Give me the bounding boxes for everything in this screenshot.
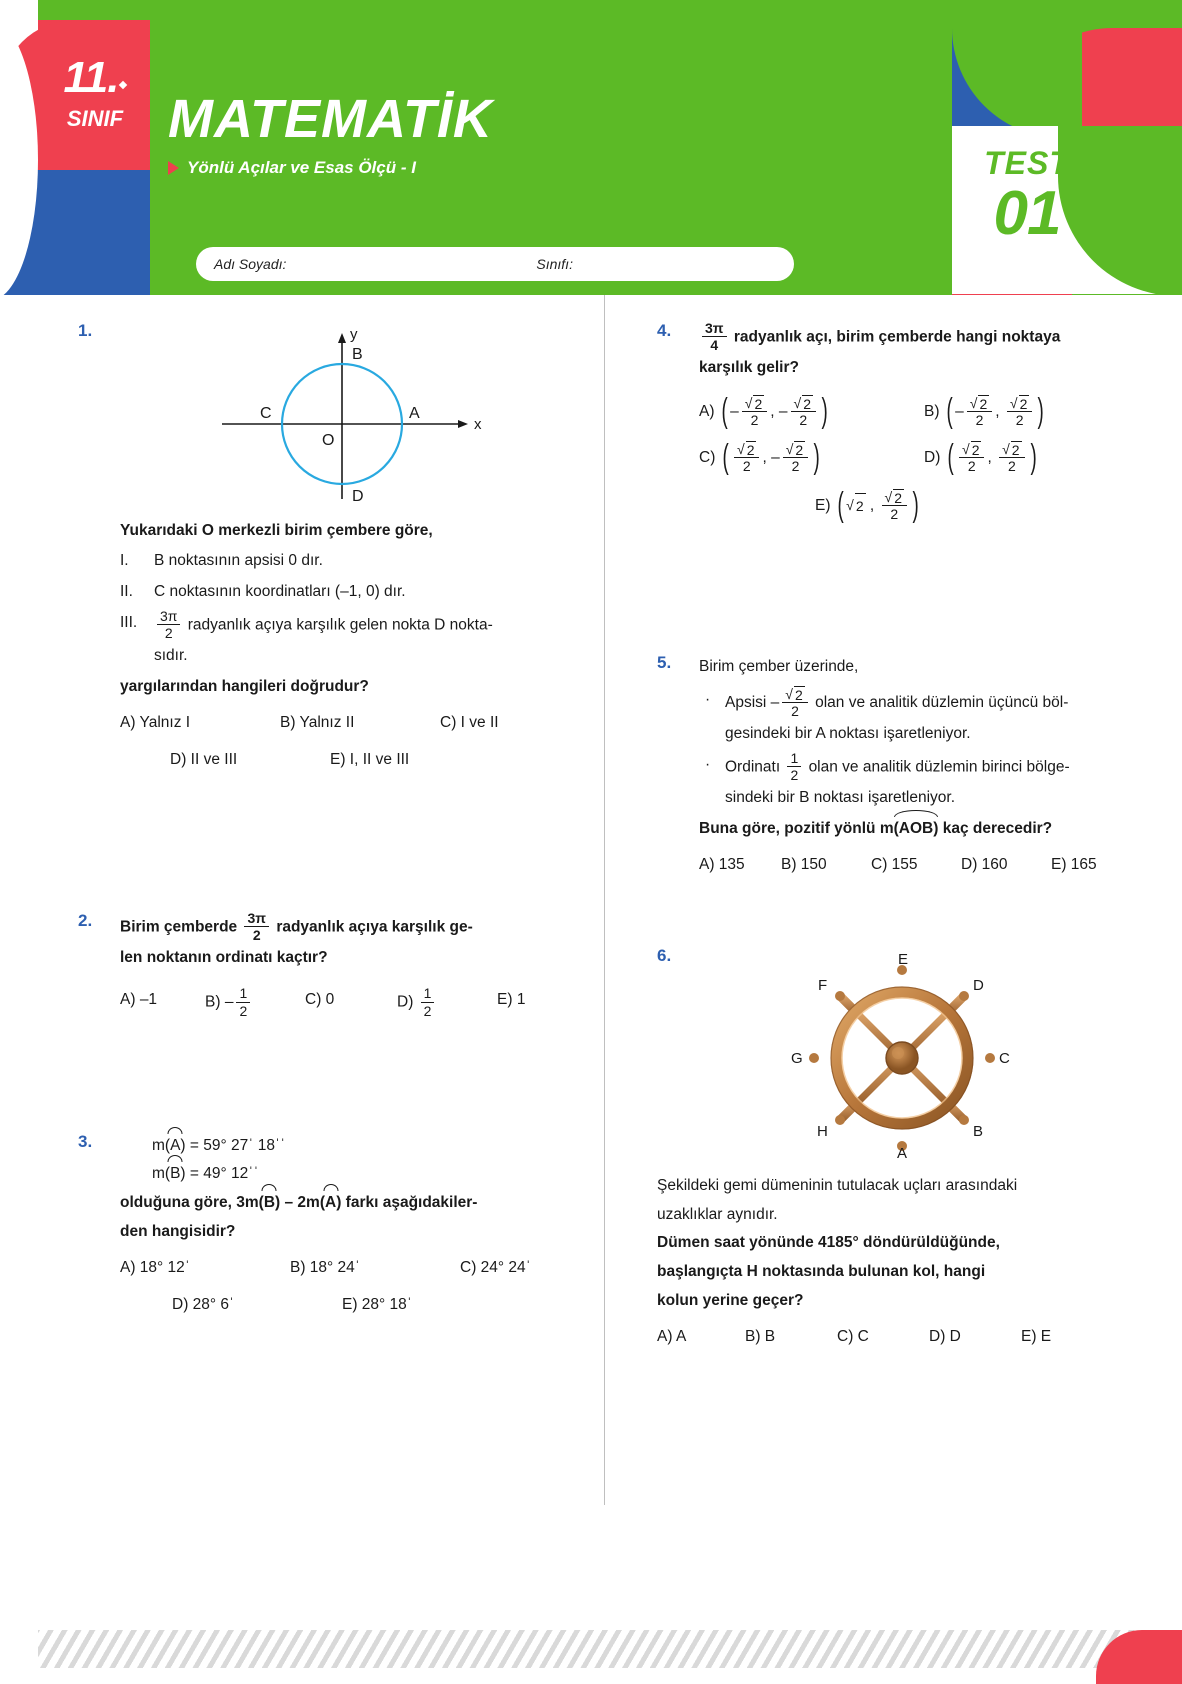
topic-title: Yönlü Açılar ve Esas Ölçü - I [187, 158, 416, 177]
arc-icon [894, 810, 938, 817]
question-6-body [657, 946, 1104, 1352]
question-4-options-row-3 [699, 486, 1104, 525]
question-3-body [120, 1132, 578, 1320]
wheel-label-A: A [896, 1145, 907, 1162]
question-5-body [699, 653, 1104, 880]
frac-root2-over-2 [967, 394, 992, 428]
question-5-bullets [699, 686, 1104, 813]
question-6-number: 6. [657, 946, 672, 966]
q6-prompt-line1: Dümen saat yönünde 4185° döndürüldüğünde, [657, 1234, 1000, 1252]
q3-line2-prefix: m( [152, 1165, 171, 1183]
frac-root2-over-2 [1007, 394, 1032, 428]
question-1-prompt: yargılarından hangileri doğrudur? [120, 677, 369, 695]
option-1d[interactable]: D) II ve III [170, 750, 238, 768]
q6-prompt-line2: başlangıçta H noktasında bulunan kol, hangi [657, 1262, 986, 1280]
unit-circle-figure [120, 321, 578, 517]
question-3-given-1 [120, 1132, 578, 1161]
student-info-bar[interactable] [196, 247, 794, 281]
question-3-options-row-1 [120, 1254, 578, 1283]
frac-root2-over-2 [791, 394, 816, 428]
option-4c[interactable]: C) ( $\frac{√ 2}{2}$ , – $\frac{√ 2}{2}$ ) [699, 438, 820, 477]
bullet-2-before: Ordinatı [725, 758, 781, 776]
fraction-denominator: 2 [1015, 411, 1024, 428]
paren-close-icon: ) [821, 391, 828, 430]
bullet-item-1 [699, 686, 1104, 749]
question-3-number: 3. [78, 1131, 93, 1151]
angle-a-notation-2 [325, 1189, 336, 1218]
fraction-numerator: 3π [157, 608, 180, 625]
unit-circle-svg [204, 321, 494, 506]
frac-root2-over-2 [999, 440, 1024, 474]
option-2d-label: D) [397, 994, 414, 1012]
question-4-body [699, 321, 1104, 523]
option-4b-x-sign: – [955, 403, 964, 421]
question-2-text [120, 911, 578, 973]
fraction-numerator: 3π [702, 320, 727, 337]
bullet-1-after: olan ve analitik düzlemin üçüncü böl- [815, 694, 1069, 712]
question-2-options [120, 986, 578, 1019]
question-3-options-row-2 [120, 1291, 578, 1320]
option-4a-x-sign: – [730, 403, 739, 421]
wheel-label-C: C [998, 1050, 1010, 1068]
fraction-numerator: 1 [421, 985, 435, 1002]
radicand: 2 [1011, 442, 1020, 459]
fraction-denominator: 2 [164, 624, 173, 641]
fraction-denominator: 2 [975, 411, 984, 428]
paren-close-icon: ) [1037, 391, 1045, 430]
question-5 [657, 653, 1104, 880]
q5-prompt-p1: Buna göre, pozitif yönlü m( [699, 819, 899, 837]
q3-line1-prefix: m( [152, 1136, 171, 1154]
option-4e-label: E) [815, 497, 831, 515]
paren-open-icon: ( [721, 391, 728, 430]
question-5-number: 5. [657, 653, 672, 673]
arc-icon [168, 1127, 183, 1134]
fraction-1-over-2-d [421, 985, 435, 1018]
q3-prompt-line2: den hangisidir? [120, 1222, 236, 1240]
bullet-2-after: olan ve analitik düzlemin birinci bölge- [808, 758, 1070, 776]
bullet-2-line2: sindeki bir B noktası işaretleniyor. [725, 789, 956, 807]
grade-number [40, 53, 150, 102]
wheel-label-B: B [972, 1123, 983, 1141]
option-5a[interactable]: A) 135 [699, 856, 745, 874]
option-4e[interactable]: E) ( √ 2 , $\frac{√ 2}{2}$ ) [815, 486, 919, 525]
bullet-1-before: Apsisi [725, 694, 767, 712]
bullet-dot-icon: · [705, 755, 711, 773]
question-4-options-row-1 [699, 391, 1104, 430]
footer-stripe-pattern [38, 1630, 1182, 1668]
option-2b-label: B) [205, 994, 221, 1012]
fraction-3pi-over-2 [157, 608, 180, 641]
roman-text-2: C noktasının koordinatları (–1, 0) dır. [154, 583, 406, 601]
option-1a[interactable]: A) Yalnız I [120, 714, 191, 732]
fraction-numerator: 3π [244, 910, 269, 927]
question-2 [78, 911, 578, 1020]
option-6c[interactable]: C) C [837, 1328, 869, 1346]
option-3b[interactable]: B) 18° 24ˈ [290, 1259, 360, 1277]
angle-b-notation [170, 1160, 180, 1189]
angle-aob-notation [899, 815, 933, 844]
q6-caption-line2: uzaklıklar aynıdır. [657, 1205, 778, 1223]
fraction-numerator: √ 2 [882, 488, 907, 506]
question-2-text-line2: len noktanın ordinatı kaçtır? [120, 948, 328, 966]
option-5d[interactable]: D) 160 [961, 856, 1008, 874]
fraction-numerator: √ 2 [967, 394, 992, 412]
fraction-denominator: 2 [239, 1002, 248, 1019]
option-5c[interactable]: C) 155 [871, 856, 918, 874]
option-6e[interactable]: E) E [1021, 1328, 1052, 1346]
fraction-numerator: √ 2 [734, 440, 759, 458]
option-1b[interactable]: B) Yalnız II [280, 714, 355, 732]
fraction-denominator: 2 [790, 767, 799, 784]
option-1e[interactable]: E) I, II ve III [330, 750, 410, 768]
sqrt-2-standalone: √ 2 [846, 497, 865, 513]
question-4-text-line2: karşılık gelir? [699, 359, 799, 377]
radicand: 2 [746, 442, 755, 459]
frac-root2-over-2-q5 [782, 685, 807, 719]
arc-icon [323, 1184, 338, 1191]
q6-caption-line1: Şekildeki gemi dümeninin tutulacak uçları arasındaki [657, 1176, 1018, 1194]
option-2a[interactable] [120, 986, 205, 1019]
roman-label-3: III. [120, 613, 138, 631]
fraction-numerator: √ 2 [1007, 394, 1032, 412]
fraction-denominator: 2 [1007, 458, 1016, 475]
svg-text:A: A [409, 405, 420, 422]
bullet-text-2 [725, 751, 1104, 813]
svg-text:C: C [260, 405, 272, 422]
wheel-label-D: D [972, 977, 984, 995]
radicand: 2 [1019, 395, 1028, 412]
question-6-options [657, 1323, 1104, 1352]
q3-line1-suffix: ) = 59° 27ˈ 18ˈˈ [180, 1136, 286, 1154]
right-column [604, 295, 1104, 1505]
left-column [78, 295, 578, 1505]
radicand: 2 [803, 395, 811, 412]
question-6 [657, 946, 1104, 1352]
radicand: 2 [855, 493, 866, 520]
question-1 [78, 321, 578, 775]
question-1-roman-list [120, 547, 578, 670]
option-2a-label: A) [120, 991, 136, 1009]
paren-open-icon: ( [946, 391, 953, 430]
question-1-number: 1. [78, 321, 93, 340]
option-4c-label: C) [699, 449, 716, 467]
option-6b[interactable]: B) B [745, 1328, 776, 1346]
fraction-denominator: 2 [252, 926, 261, 943]
fraction-numerator: √ 2 [782, 685, 807, 703]
paren-close-icon: ) [813, 438, 820, 477]
question-2-text-after: radyanlık açıya karşılık ge- [276, 918, 473, 936]
page-header [0, 0, 1182, 295]
option-2e[interactable] [497, 986, 525, 1019]
class-field-label: Sınıfı: [536, 256, 573, 272]
roman-label-1: I. [120, 552, 129, 570]
svg-text:y: y [350, 326, 358, 343]
wheel-label-G: G [790, 1050, 803, 1068]
question-1-options-row-1 [120, 709, 578, 738]
option-4d-label: D) [924, 449, 941, 467]
arc-icon [262, 1184, 277, 1191]
svg-text:B: B [352, 346, 363, 363]
question-3-prompt [120, 1189, 578, 1246]
svg-text:D: D [352, 488, 364, 505]
fraction-3pi-over-4 [702, 320, 727, 353]
question-5-stem: Birim çember üzerinde, [699, 658, 859, 676]
question-4 [657, 321, 1104, 523]
option-3a[interactable]: A) 18° 12ˈ [120, 1259, 190, 1277]
option-2c-value: 0 [325, 991, 335, 1009]
wheel-label-F: F [817, 977, 827, 995]
fraction-denominator: 2 [791, 703, 799, 720]
radicand: 2 [794, 687, 803, 704]
paren-open-icon: ( [837, 486, 844, 525]
option-2b-sign: – [224, 994, 234, 1012]
q3-prompt-p1: olduğuna göre, 3m( [120, 1193, 264, 1211]
frac-root2-over-2 [882, 488, 907, 522]
radicand: 2 [754, 395, 763, 412]
option-4b-label: B) [924, 403, 940, 421]
q5-prompt-p2: ) kaç derecedir? [933, 819, 1053, 837]
option-5e[interactable]: E) 165 [1051, 856, 1097, 874]
option-2e-label: E) [497, 991, 513, 1009]
radicand: 2 [979, 395, 988, 412]
option-2b[interactable] [205, 986, 305, 1019]
wheel-label-H: H [816, 1123, 828, 1141]
topic-line [168, 158, 416, 178]
q3-line2-var: B [170, 1165, 181, 1183]
fraction-numerator: 1 [787, 750, 801, 767]
option-3e[interactable]: E) 28° 18ˈ [342, 1295, 412, 1313]
q3-line2-suffix: ) = 49° 12ˈˈ [180, 1165, 259, 1183]
question-1-stem: Yukarıdaki O merkezli birim çembere göre, [120, 521, 433, 539]
option-4b[interactable]: B) ( – $\frac{√ 2}{2}$ , $\frac{√ 2}{2}$ ) [924, 391, 1045, 430]
triangle-marker-icon [168, 161, 179, 175]
fraction-numerator: √ 2 [959, 440, 984, 458]
question-4-number: 4. [657, 321, 672, 340]
q5-prompt-var: AOB [898, 819, 934, 837]
arc-icon [168, 1155, 183, 1162]
fraction-3pi-over-2-q2 [244, 910, 269, 943]
option-2d[interactable] [397, 986, 497, 1019]
question-6-caption [657, 1172, 1104, 1229]
subject-title: MATEMATİK [168, 89, 493, 149]
roman-item-1 [120, 547, 578, 576]
roman-text-1: B noktasının apsisi 0 dır. [154, 552, 323, 570]
question-3 [78, 1132, 578, 1320]
option-4d[interactable]: D) ( $\frac{√ 2}{2}$ , $\frac{√ 2}{2}$ ) [924, 438, 1037, 477]
paren-close-icon: ) [912, 486, 919, 525]
option-2c[interactable] [305, 986, 397, 1019]
bullet-1-sign: – [770, 694, 780, 712]
question-1-options-row-2 [120, 746, 578, 775]
q3-prompt-v2: A [324, 1193, 337, 1211]
option-4a-y-sign: – [778, 403, 788, 421]
option-6d[interactable]: D) D [929, 1328, 961, 1346]
question-4-options-row-2 [699, 438, 1104, 477]
grade-label: SINIF [66, 106, 124, 131]
question-1-body [120, 321, 578, 775]
fraction-denominator: 2 [423, 1002, 432, 1019]
radicand: 2 [795, 442, 804, 459]
grade-diamond-icon [119, 81, 127, 89]
roman-text-3-line2: sıdır. [154, 646, 188, 664]
grade-number-text: 11. [63, 53, 119, 102]
fraction-numerator: √ 2 [999, 440, 1024, 458]
option-1c[interactable]: C) I ve II [440, 714, 499, 732]
q3-prompt-p3: ) farkı aşağıdakiler- [336, 1193, 478, 1211]
q3-prompt-p2: ) – 2m( [275, 1193, 325, 1211]
svg-text:O: O [322, 432, 335, 449]
wheel-label-E: E [897, 951, 908, 969]
paren-open-icon: ( [722, 438, 729, 477]
fraction-denominator: 2 [791, 458, 800, 475]
option-2e-value: 1 [516, 991, 526, 1009]
question-4-text [699, 321, 1104, 383]
test-label: TEST [984, 145, 1070, 181]
roman-item-2 [120, 578, 578, 607]
angle-b-notation-2 [264, 1189, 275, 1218]
radicand: 2 [894, 490, 903, 507]
option-4c-y-sign: – [771, 449, 780, 467]
ship-wheel-svg [787, 946, 1017, 1161]
option-3d[interactable]: D) 28° 6ˈ [172, 1295, 235, 1313]
frac-root2-over-2 [742, 394, 767, 428]
roman-text-3 [154, 609, 578, 671]
option-6a[interactable]: A) A [657, 1328, 687, 1346]
bullet-item-2 [699, 751, 1104, 813]
option-3c[interactable]: C) 24° 24ˈ [460, 1259, 531, 1277]
option-4a-label: A) [699, 403, 715, 421]
name-field-label: Adı Soyadı: [214, 256, 287, 272]
paren-close-icon: ) [1030, 438, 1037, 477]
fraction-denominator: 2 [750, 411, 759, 428]
option-4a[interactable]: A) ( – $\frac{√ 2}{2}$ , – $\frac{√ 2}{2}$ ) [699, 391, 828, 430]
question-6-prompt [657, 1229, 1104, 1315]
bullet-text-1 [725, 686, 1104, 749]
roman-item-3 [120, 609, 578, 671]
question-3-given-2 [120, 1160, 578, 1189]
fraction-numerator: √ 2 [791, 394, 816, 412]
fraction-numerator: √ 2 [783, 440, 808, 458]
radicand: 2 [971, 442, 980, 459]
fraction-denominator: 2 [890, 506, 899, 523]
roman-text-3-after: radyanlık açıya karşılık gelen nokta D nokta- [187, 616, 493, 634]
fraction-denominator: 2 [742, 458, 751, 475]
frac-1-over-2-q5 [787, 750, 801, 783]
fraction-numerator: 1 [236, 985, 250, 1002]
question-5-options [699, 851, 1104, 880]
page-footer [0, 1612, 1182, 1684]
option-5b[interactable]: B) 150 [781, 856, 827, 874]
q3-line1-var: A [170, 1136, 181, 1154]
bullet-1-line2: gesindeki bir A noktası işaretleniyor. [725, 725, 971, 743]
question-2-number: 2. [78, 910, 93, 930]
test-number: 01 [993, 179, 1061, 248]
worksheet-content [0, 295, 1182, 1505]
question-5-prompt [699, 815, 1104, 844]
bullet-dot-icon: · [705, 691, 711, 709]
option-2a-value: –1 [139, 991, 158, 1009]
fraction-1-over-2-b [236, 985, 250, 1018]
option-2c-label: C) [305, 991, 322, 1009]
roman-label-2: II. [120, 583, 133, 601]
fraction-denominator: 2 [799, 411, 808, 428]
fraction-numerator: √ 2 [742, 394, 767, 412]
two-column-layout [0, 295, 1182, 1505]
frac-root2-over-2 [783, 440, 808, 474]
frac-root2-over-2 [734, 440, 759, 474]
ship-wheel-figure [699, 946, 1104, 1172]
fraction-denominator: 4 [710, 337, 719, 354]
question-2-body [120, 911, 578, 1020]
q3-prompt-v1: B [263, 1193, 276, 1211]
q6-prompt-line3: kolun yerine geçer? [657, 1291, 804, 1309]
svg-text:x: x [474, 416, 482, 433]
frac-root2-over-2 [959, 440, 984, 474]
fraction-denominator: 2 [967, 458, 976, 475]
question-4-text-after: radyanlık açı, birim çemberde hangi noktaya [733, 328, 1061, 346]
grade-badge [40, 20, 150, 170]
paren-open-icon: ( [947, 438, 954, 477]
question-2-text-before: Birim çemberde [120, 918, 238, 936]
